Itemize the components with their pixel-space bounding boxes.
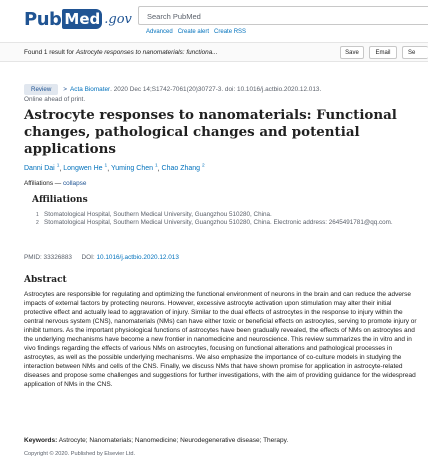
results-prefix: Found 1 result for [24, 49, 76, 56]
search-placeholder: Search PubMed [147, 12, 201, 21]
results-bar [0, 42, 428, 62]
abstract-text: Astrocytes are responsible for regulating and optimizing the functional environment of neurons in the brain and can reduce the adverse impacts of external factors by protecting neurons. However, excessive astrocyte activation upon stimulation may alter their initial protective effect and actually lead to aggravation of injury. Similar to the dual effects of astrocytes in the response to injury within the central nervous system (CNS), nanomaterials (NMs) can have either toxic or beneficial effects on astrocytes, serving to promote injury or inhibit tumors. As the important physiological functions of astrocytes have been gradually revealed, the effects of NMs on astrocytes and the underlying mechanisms have become a new frontier in nanomedicine and neuroscience. This review summarizes the in vitro and in vivo findings regarding the effects of various NMs on astrocytes, focusing on functional alterations and pathological processes in astrocytes, as well as the possible underlying mechanisms. We also emphasize the importance of co-culture models in studying the interaction between NMs and cells of the CNS. Finally, we discuss NMs that have shown promise for application in astrocyte-related diseases and propose some challenges and suggestions for further investigations, with the aim of providing guidance for the widespread application of NMs in the CNS. [24, 291, 417, 388]
collapse-link[interactable]: collapse [62, 180, 87, 187]
logo-gov-text: .gov [104, 11, 132, 27]
site-header [0, 0, 428, 40]
save-button-label: Save [345, 49, 359, 56]
pubmed-logo[interactable] [24, 8, 132, 30]
abstract-heading: Abstract [24, 275, 67, 285]
keywords-label: Keywords: [24, 437, 58, 444]
email-button[interactable] [369, 46, 397, 59]
affiliation-text: Stomatological Hospital, Southern Medical University, Guangzhou 510280, China. Electronic address: 2645491781@qq.com. [44, 219, 393, 226]
copyright: Copyright © 2020. Published by Elsevier Ltd. [24, 451, 136, 457]
logo-pub-text: Pub [24, 8, 62, 30]
article-identifiers [24, 254, 179, 261]
affiliation-number: 2 [36, 220, 39, 226]
send-to-button[interactable] [402, 46, 428, 59]
doi-label: DOI: [81, 254, 97, 261]
doi-link[interactable]: 10.1016/j.actbio.2020.12.013 [96, 254, 179, 261]
pmid-label: PMID: [24, 254, 44, 261]
author-link[interactable]: Yuming Chen $^1$ [110, 164, 158, 173]
author-link[interactable]: Longwen He $^1$ [63, 164, 108, 173]
results-summary [24, 49, 218, 56]
create-rss-link[interactable]: Create RSS [214, 29, 247, 35]
email-button-label: Email [375, 49, 391, 56]
author-list: Danni Dai $^1$, Longwen He $^1$, Yuming Chen $^1$, Chao Zhang $^2$ [24, 164, 205, 173]
affiliation-item [36, 211, 396, 219]
article-title: Astrocyte responses to nanomaterials: Functional changes, pathological changes and potential applications [24, 107, 397, 157]
citation-details: . 2020 Dec 14;S1742-7061(20)30727-3. doi: 10.1016/j.actbio.2020.12.013. [110, 86, 322, 93]
save-button[interactable] [340, 46, 364, 59]
keywords-text: Astrocyte; Nanomaterials; Nanomedicine; Neurodegenerative disease; Therapy. [58, 437, 289, 444]
search-links [146, 29, 246, 35]
affiliation-text: Stomatological Hospital, Southern Medical University, Guangzhou 510280, China. [44, 211, 272, 218]
citation-line [24, 84, 321, 95]
advanced-search-link[interactable]: Advanced [146, 29, 173, 35]
create-alert-link[interactable]: Create alert [177, 29, 210, 35]
keywords [24, 437, 288, 444]
affiliations-heading: Affiliations [32, 195, 88, 205]
chevron-right-icon: > [63, 86, 68, 93]
send-to-button-label: Se [408, 49, 416, 56]
journal-link[interactable]: Acta Biomater [70, 86, 111, 93]
pmid-value: 33326883 [43, 254, 72, 261]
publication-status: Online ahead of print. [24, 96, 86, 103]
affiliation-item [36, 219, 396, 227]
logo-med-text: Med [64, 10, 101, 28]
affiliations-toggle[interactable]: Affiliations — collapse [24, 180, 87, 187]
author-link[interactable]: Chao Zhang $^2$ [161, 164, 205, 173]
affiliations-toggle-label: Affiliations [24, 180, 54, 187]
affiliation-number: 1 [36, 212, 39, 218]
results-query: Astrocyte responses to nanomaterials: functiona... [75, 49, 218, 56]
publication-type-badge: Review [24, 84, 58, 95]
author-link[interactable]: Danni Dai $^1$ [24, 164, 60, 173]
affiliations-list [36, 211, 396, 227]
search-input[interactable] [138, 6, 428, 25]
